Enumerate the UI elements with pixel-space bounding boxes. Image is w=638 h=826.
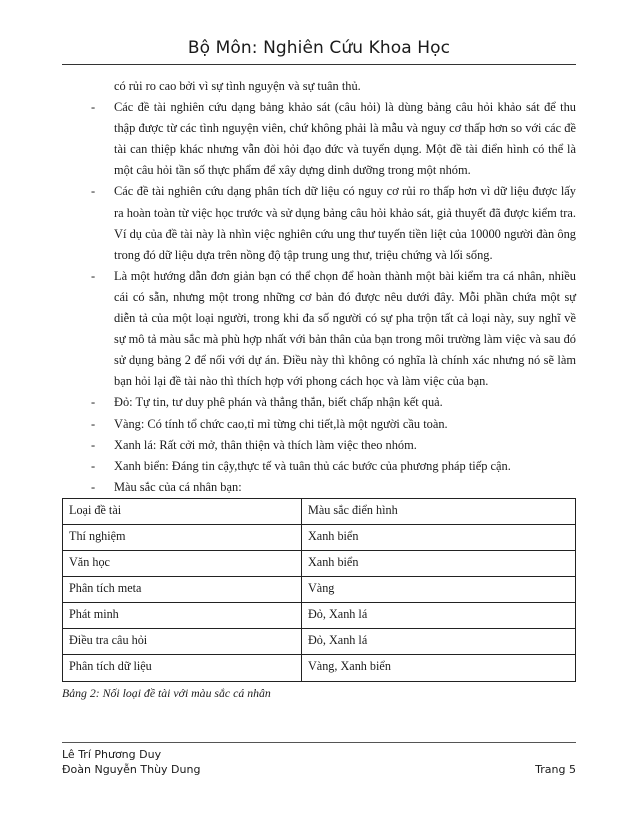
table-row: [63, 551, 576, 577]
bullet-item: [62, 266, 576, 393]
continuation-line: có rủi ro cao bởi vì sự tình nguyện và sự tuân thủ.: [114, 79, 361, 93]
bullet-text: Xanh biển: Đáng tin cậy,thực tế và tuân thủ các bước của phương pháp tiếp cận.: [114, 458, 511, 473]
footer-divider: [62, 742, 576, 743]
table-cell: Xanh biển: [302, 524, 576, 550]
bullet-item: [62, 392, 576, 413]
table-header-cell: Màu sắc điển hình: [302, 498, 576, 524]
table-cell: Vàng: [302, 577, 576, 603]
footer-author-1: Lê Trí Phương Duy: [62, 748, 162, 761]
topic-color-table: [62, 498, 576, 682]
bullet-item: [62, 181, 576, 265]
table-row: [63, 577, 576, 603]
table-row: [63, 524, 576, 550]
page-number: Trang 5: [535, 763, 576, 776]
page-header-title: Bộ Môn: Nghiên Cứu Khoa Học: [62, 38, 576, 65]
bullet-dash: -: [91, 268, 96, 283]
table-cell: Đỏ, Xanh lá: [302, 603, 576, 629]
table-cell: Xanh biển: [302, 551, 576, 577]
bullet-text: Vàng: Có tính tổ chức cao,tỉ mỉ từng chi tiết,là một người cầu toàn.: [114, 416, 448, 431]
bullet-text: Xanh lá: Rất cởi mở, thân thiện và thích làm việc theo nhóm.: [114, 437, 417, 452]
table-caption: Bảng 2: Nối loại đề tài với màu sắc cá nhân: [62, 685, 271, 700]
bullet-dash: -: [91, 395, 96, 410]
bullet-dash: -: [91, 437, 96, 452]
table-cell: Phân tích meta: [63, 577, 302, 603]
page-footer: [62, 747, 576, 777]
bullet-dash: -: [91, 100, 96, 115]
bullet-text: Màu sắc của cá nhân bạn:: [114, 479, 242, 494]
bullet-item: [62, 477, 576, 498]
bullet-dash: -: [91, 184, 96, 199]
bullet-text: Là một hướng dẫn đơn giản bạn có thể chọn để hoàn thành một bài kiểm tra cá nhân, nhiều cái có sẵn, nhưng một trong những cơ bản đó được nêu dưới đây. Mỗi phần chứa một sự diễn tả của một loại người, trong khi đa số người có sự pha trộn tất cả loại này, suy nghĩ về sự mô tả màu sắc mà phù hợp nhất với bản thân của bạn trong môi trường làm việc và sau đó sử dụng bảng 2 để nối với dự án. Điều này thì không có nghĩa là chính xác nhưng nó sẽ làm bạn hỏi lại đề tài nào thì thích hợp với phong cách học và làm việc của bạn.: [114, 268, 576, 389]
footer-author-2: Đoàn Nguyễn Thùy Dung: [62, 763, 201, 776]
table-cell: Văn học: [63, 551, 302, 577]
table-cell: Điều tra câu hỏi: [63, 629, 302, 655]
document-body: [62, 76, 576, 704]
bullet-dash: -: [91, 479, 96, 494]
table-row: [63, 655, 576, 681]
bullet-item: [62, 414, 576, 435]
bullet-text: Các đề tài nghiên cứu dạng phân tích dữ liệu có nguy cơ rủi ro thấp hơn vì dữ liệu được lấy ra hoàn toàn từ việc học trước và sử dụng bảng câu hỏi khảo sát, giả thuyết đã được kiểm tra. Ví dụ của đề tài này là nhìn việc nghiên cứu ung thư tuyến tiền liệt của 10000 người đàn ông trong đó dữ liệu dựa trên nồng độ tập trung ung thư, triệu chứng và lối sống.: [114, 184, 576, 262]
bullet-text: Các đề tài nghiên cứu dạng bảng khảo sát (câu hỏi) là dùng bảng câu hỏi khảo sát để thu thập được từ các tình nguyện viên, chứ không phải là mẫu và nguy cơ thấp hơn so với các đề tài can thiệp khác nhưng vẫn đòi hỏi đạo đức và tuyển dụng. Một đề tài điển hình có thể là một câu hỏi tần số thực phẩm để xây dựng dinh dưỡng trong một nhóm.: [114, 100, 576, 178]
table-cell: Thí nghiệm: [63, 524, 302, 550]
bullet-dash: -: [91, 416, 96, 431]
table-header-row: [63, 498, 576, 524]
bullet-item: [62, 97, 576, 181]
bullet-item: [62, 435, 576, 456]
table-header-cell: Loại đề tài: [63, 498, 302, 524]
table-cell: Đỏ, Xanh lá: [302, 629, 576, 655]
table-cell: Phân tích dữ liệu: [63, 655, 302, 681]
bullet-dash: -: [91, 458, 96, 473]
table-row: [63, 629, 576, 655]
table-cell: Phát minh: [63, 603, 302, 629]
table-cell: Vàng, Xanh biển: [302, 655, 576, 681]
bullet-item: [62, 456, 576, 477]
table-row: [63, 603, 576, 629]
bullet-text: Đỏ: Tự tin, tư duy phê phán và thẳng thắn, biết chấp nhận kết quả.: [114, 395, 443, 410]
